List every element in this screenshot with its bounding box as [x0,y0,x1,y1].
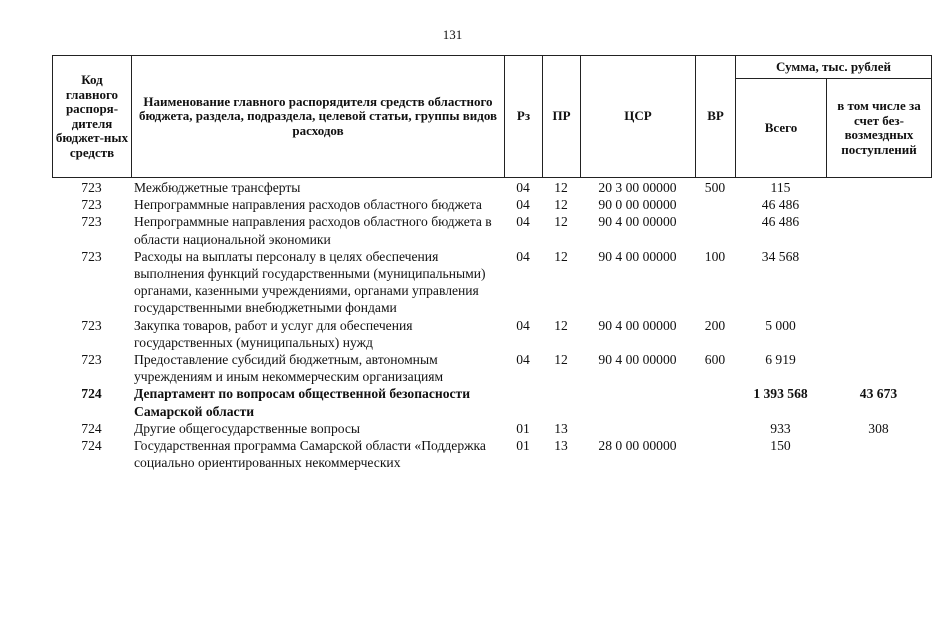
cell-vr [695,213,735,247]
table-row [52,213,931,247]
budget-table-header [52,55,932,178]
cell-total: 115 [770,180,791,195]
cell-free: 308 [868,420,889,436]
cell-name: Департамент по вопросам общественной безопасности Самарской области [134,386,471,419]
table-row [52,248,931,317]
cell-pr [542,385,580,419]
cell-pr: 13 [554,420,568,436]
cell-free [826,317,931,351]
cell-free [826,437,931,471]
cell-pr: 13 [554,438,568,454]
cell-rz: 04 [516,352,530,368]
cell-rz: 04 [516,197,530,213]
cell-csr [580,420,695,437]
table-row [52,179,931,196]
cell-name: Государственная программа Самарской области «Поддержка социально ориентированных некоммерческих [134,438,486,471]
cell-code: 723 [81,214,102,230]
cell-rz: 01 [516,438,530,454]
cell-free [826,179,931,196]
cell-free [826,248,931,317]
cell-code: 723 [81,197,102,213]
cell-name: Закупка товаров, работ и услуг для обеспечения государственных (муниципальных) нужд [134,317,413,350]
cell-pr: 12 [554,197,568,213]
table-row [52,385,931,419]
cell-rz: 04 [516,317,530,333]
page-number: 131 [442,27,463,42]
cell-csr: 90 0 00 00000 [598,197,677,213]
cell-code: 724 [81,438,102,454]
header-csr: ЦСР [581,56,696,178]
header-vr: ВР [696,56,736,178]
cell-total: 46 486 [761,197,800,213]
header-free: в том числе за счет без-возмездных поступлений [827,79,932,178]
table-row [52,351,931,385]
cell-name: Межбюджетные трансферты [134,180,301,195]
cell-code: 723 [81,317,102,333]
cell-rz [504,385,542,419]
cell-csr: 90 4 00 00000 [598,352,677,368]
budget-table-body [52,179,931,471]
cell-vr [695,196,735,213]
cell-free [826,213,931,247]
header-name: Наименование главного распорядителя средств областного бюджета, раздела, подраздела, целевой статьи, группы видов расходов [132,56,505,178]
cell-name: Непрограммные направления расходов областного бюджета в области национальной экономики [134,214,492,247]
header-pr: ПР [543,56,581,178]
cell-csr: 90 4 00 00000 [598,317,677,333]
cell-name: Другие общегосударственные вопросы [134,420,361,436]
cell-vr: 500 [704,180,726,195]
cell-total: 150 [770,438,791,454]
cell-vr [695,437,735,471]
cell-vr: 100 [704,248,726,264]
cell-code: 724 [81,386,102,402]
cell-code: 723 [81,248,102,264]
cell-name: Непрограммные направления расходов областного бюджета [134,197,482,213]
cell-vr [695,420,735,437]
cell-pr: 12 [554,317,568,333]
cell-pr: 12 [554,352,568,368]
cell-free: 43 673 [859,386,898,402]
cell-rz: 01 [516,420,530,436]
table-row [52,420,931,437]
cell-total: 933 [770,420,791,436]
cell-rz: 04 [516,214,530,230]
table-row [52,437,931,471]
cell-rz: 04 [516,248,530,264]
cell-pr: 12 [554,180,568,195]
cell-total: 46 486 [761,214,800,230]
cell-name: Предоставление субсидий бюджетным, автономным учреждениям и иным некоммерческим организациям [134,352,444,385]
header-sum: Сумма, тыс. рублей [736,56,932,79]
table-row [52,317,931,351]
cell-pr: 12 [554,248,568,264]
cell-pr: 12 [554,214,568,230]
cell-vr: 200 [704,317,726,333]
cell-code: 723 [81,352,102,368]
header-total: Всего [736,79,827,178]
cell-rz: 04 [516,180,530,195]
cell-csr: 28 0 00 00000 [598,438,677,454]
cell-vr [695,385,735,419]
cell-free [826,351,931,385]
cell-total: 5 000 [765,317,796,333]
cell-csr: 90 4 00 00000 [598,214,677,230]
cell-total: 6 919 [765,352,796,368]
table-row [52,196,931,213]
cell-code: 724 [81,420,102,436]
cell-name: Расходы на выплаты персоналу в целях обеспечения выполнения функций государственными (муниципальными) органами, казенными учреждениями, органами управления государственными внебюджетными фондами [134,248,486,316]
cell-code: 723 [81,180,102,195]
cell-csr [580,385,695,419]
header-rz: Рз [505,56,543,178]
header-code: Код главного распоря-дителя бюджет-ных средств [53,56,132,178]
cell-free [826,196,931,213]
cell-total: 34 568 [761,248,800,264]
cell-vr: 600 [704,352,726,368]
cell-total: 1 393 568 [753,386,808,402]
cell-csr: 20 3 00 00000 [598,180,677,195]
cell-csr: 90 4 00 00000 [598,248,677,264]
